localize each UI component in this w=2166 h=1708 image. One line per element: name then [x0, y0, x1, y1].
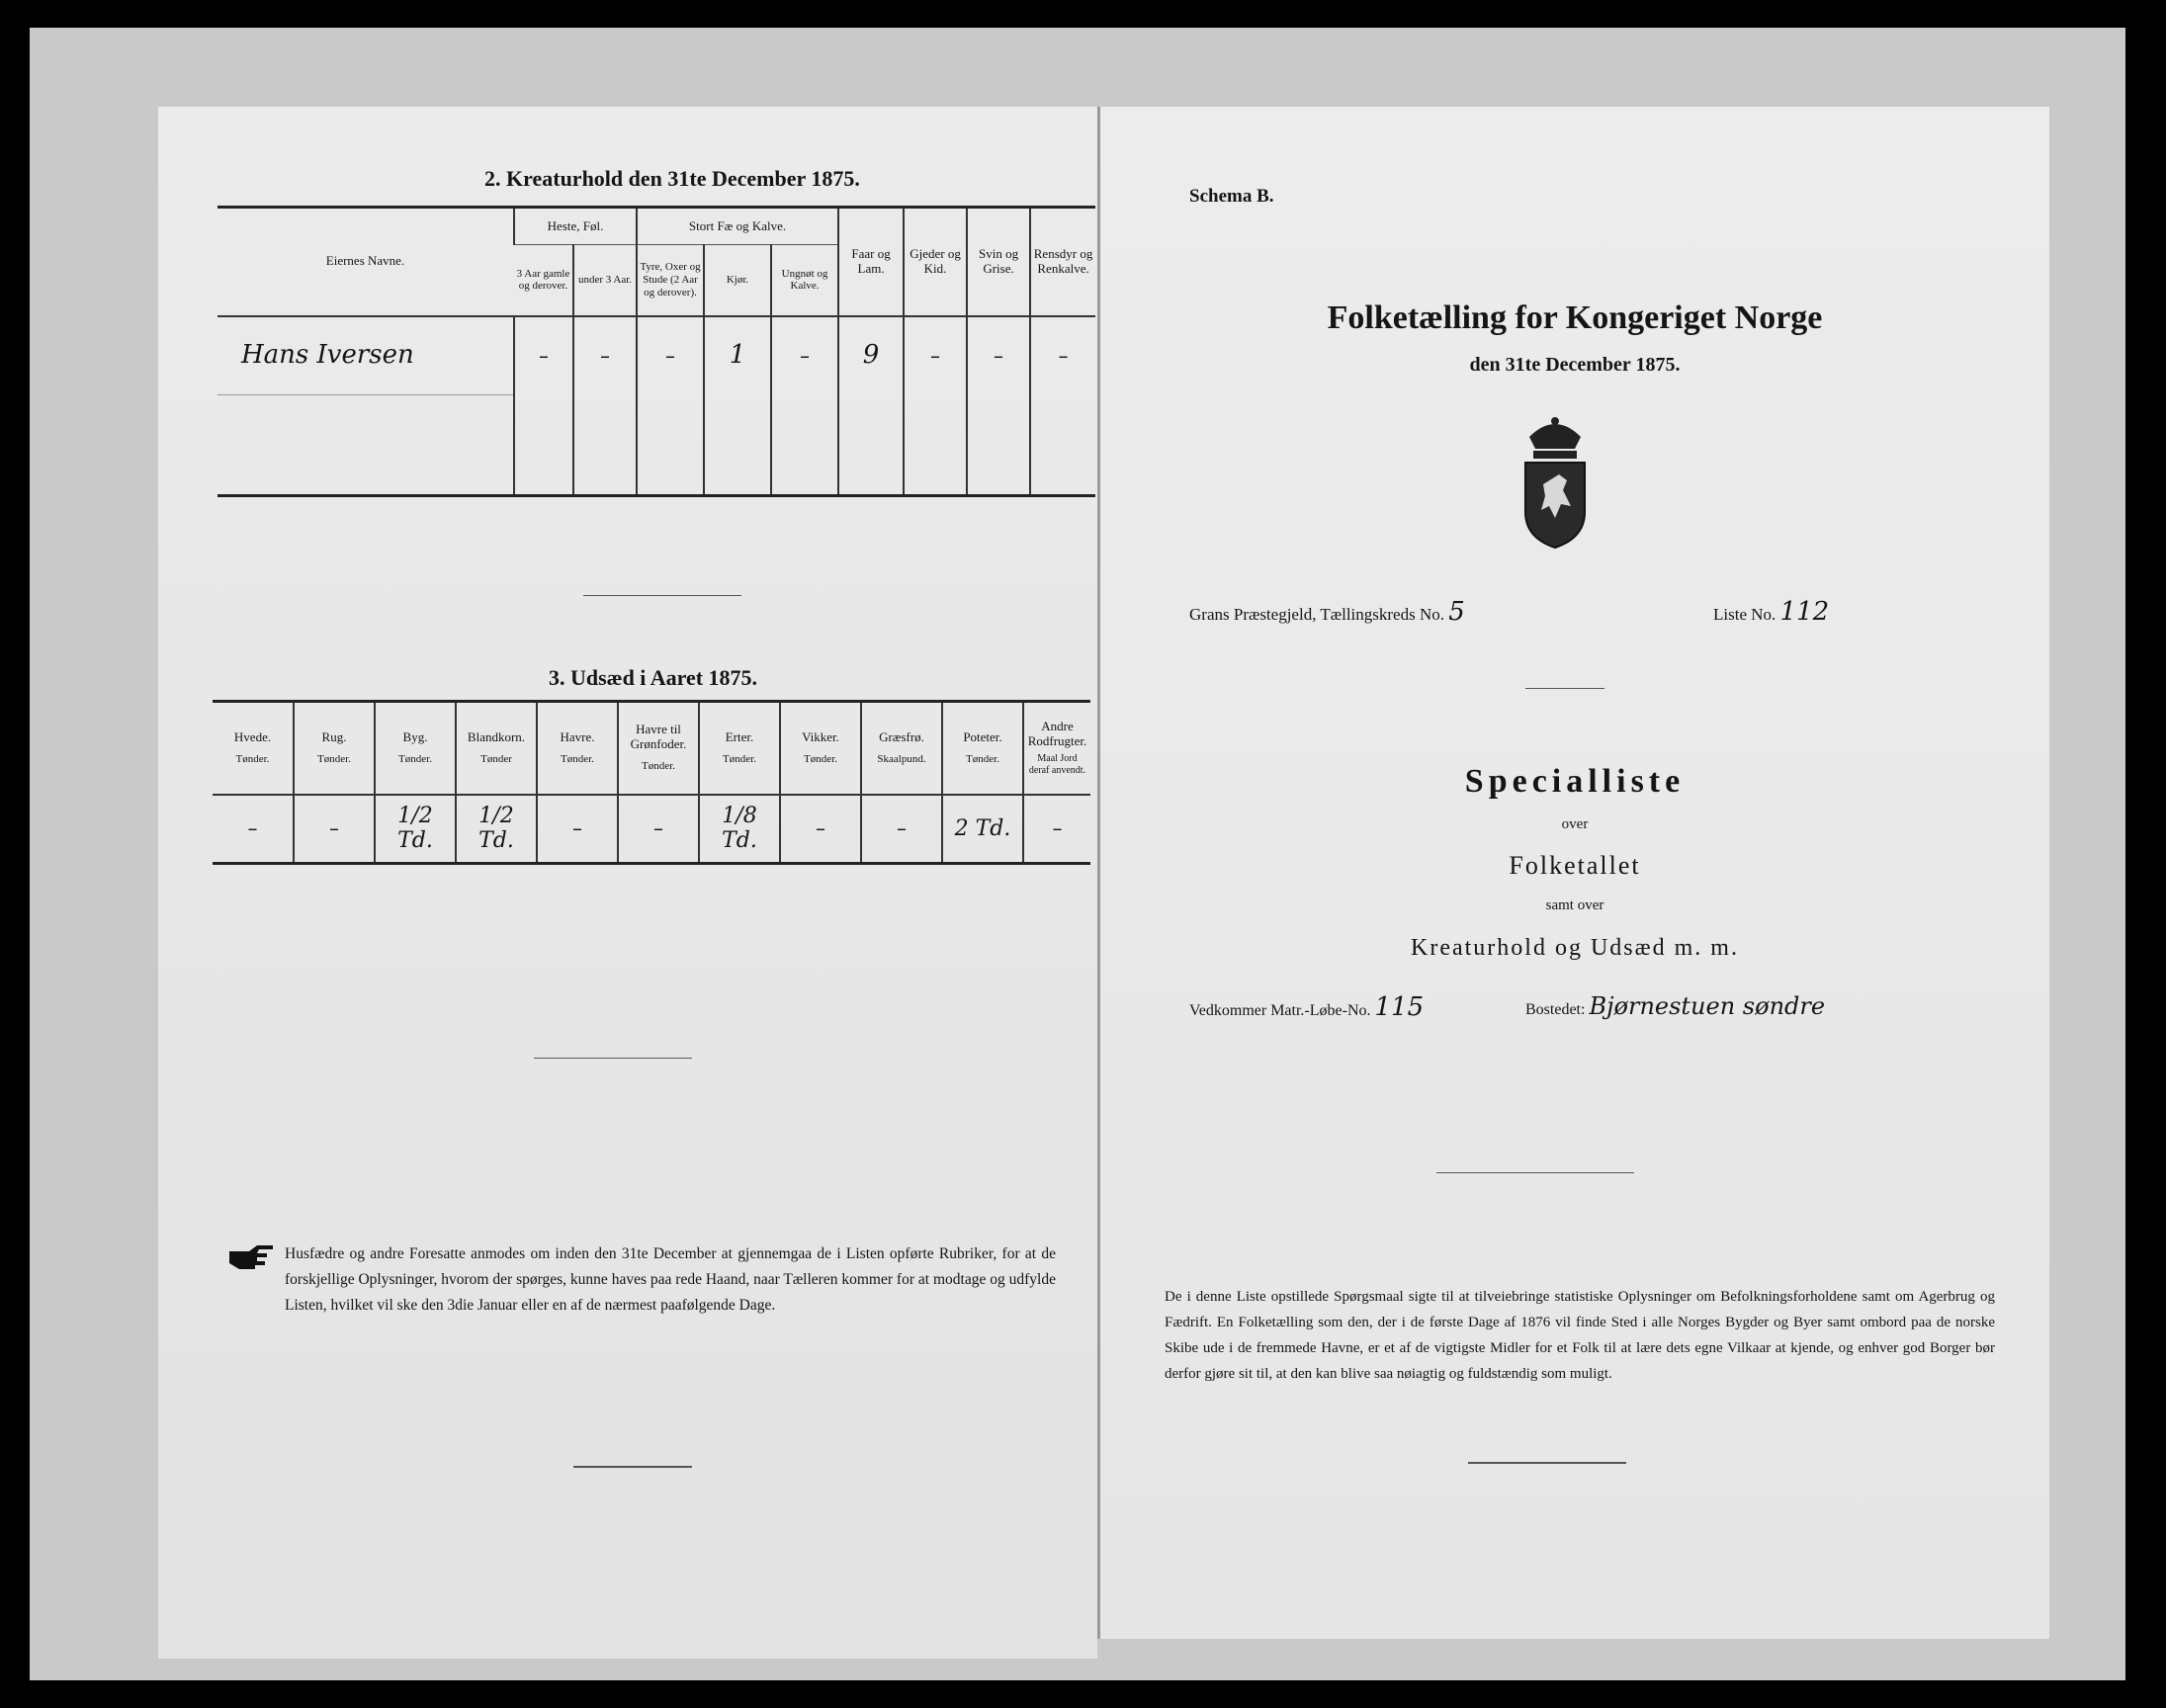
seed-col-2 [375, 702, 456, 795]
seed-value: – [213, 795, 294, 864]
footer-text: De i denne Liste opstillede Spørgsmaal sigte til at tilveiebringe statistiske Oplysninger om Befolkningsforholdene samt om Agerbrug og Fædrift. En Folketælling som den, der i de første Dage af 1876 vil finde Sted i alle Norges Bygder og Byer samt ombord paa de norske Skibe ude i de fremmede Havne, er et af de vigtigste Midler for et Folk til at lære dets egne Vilkaar at kjende, og enhver god Borger bør derfor gjøre sit til, at den kan blive saa nøiagtig og fuldstændig som muligt. [1165, 1289, 1995, 1382]
livestock-table [217, 206, 1095, 497]
table-row [213, 795, 1090, 864]
crop-name: Havre. [560, 728, 595, 744]
storfe-b-cell: 1 [704, 316, 771, 395]
right-page [1097, 107, 2049, 1639]
liste-line [1713, 597, 1829, 627]
section-2-title: 2. Kreaturhold den 31te December 1875. [484, 166, 860, 191]
bosted-line [1525, 992, 1825, 1020]
crop-name: Poteter. [963, 728, 1002, 744]
prestegjeld-label: Præstegjeld, Tællingskreds No. [1233, 605, 1444, 624]
liste-label: Liste No. [1713, 605, 1776, 624]
crop-name: Rug. [321, 728, 347, 744]
seed-col-9 [942, 702, 1023, 795]
seed-col-5 [618, 702, 699, 795]
owner-cell: Hans Iversen [241, 339, 414, 370]
coat-of-arms-icon [1516, 415, 1595, 554]
seed-col-8 [861, 702, 942, 795]
bosted-value: Bjørnestuen søndre [1589, 992, 1826, 1020]
crop-name: Andre Rodfrugter. [1027, 719, 1087, 749]
divider [573, 1466, 692, 1468]
seed-value: – [861, 795, 942, 864]
faar-header: Faar og Lam. [838, 208, 904, 316]
kreaturhold-label: Kreaturhold og Udsæd m. m. [1411, 935, 1739, 961]
seed-col-4 [537, 702, 618, 795]
seed-col-1 [294, 702, 375, 795]
divider [1436, 1172, 1634, 1173]
crop-name: Hvede. [233, 728, 272, 744]
seed-value: 1/8 Td. [699, 795, 780, 864]
heste-b-header: under 3 Aar. [573, 245, 637, 316]
prestegjeld-value: Grans [1189, 605, 1230, 624]
rensdyr-header: Rensdyr og Renkalve. [1030, 208, 1095, 316]
divider [1468, 1462, 1626, 1464]
bosted-label: Bostedet: [1525, 1001, 1586, 1018]
pointing-hand-icon [227, 1243, 275, 1271]
seed-table [213, 700, 1090, 865]
crop-unit: Tønder. [561, 752, 594, 765]
samt-over-label: samt over [1545, 897, 1604, 913]
heste-a-header: 3 Aar gamle og derover. [514, 245, 573, 316]
seed-col-0 [213, 702, 294, 795]
storfe-c-header: Ungnøt og Kalve. [771, 245, 838, 316]
crop-unit: Tønder. [966, 752, 999, 765]
seed-header-row [213, 702, 1090, 795]
crop-name: Byg. [402, 728, 428, 744]
over-label: over [1561, 816, 1589, 832]
crop-unit: Tønder [480, 752, 512, 765]
crop-unit: Tønder. [317, 752, 351, 765]
storfe-b-header: Kjør. [704, 245, 771, 316]
section-3-title: 3. Udsæd i Aaret 1875. [549, 665, 758, 690]
svin-cell: – [967, 316, 1030, 395]
storfe-a-cell: – [637, 316, 704, 395]
heste-header: Heste, Føl. [514, 208, 637, 245]
crop-unit: Tønder. [723, 752, 756, 765]
seed-col-6 [699, 702, 780, 795]
svin-header: Svin og Grise. [967, 208, 1030, 316]
specialliste-title: Specialliste [1464, 763, 1686, 800]
kreds-value: 5 [1448, 597, 1465, 627]
heste-b-cell: – [573, 316, 637, 395]
schema-label: Schema B. [1189, 186, 1274, 207]
matr-value: 115 [1374, 992, 1425, 1022]
crop-name: Græsfrø. [879, 728, 924, 744]
storfe-a-header: Tyre, Oxer og Stude (2 Aar og derover). [637, 245, 704, 316]
seed-value: – [780, 795, 861, 864]
divider [534, 1058, 692, 1059]
crop-unit: Skaalpund. [877, 752, 926, 765]
faar-cell: 9 [838, 316, 904, 395]
matr-line [1189, 992, 1424, 1022]
notice-text: Husfædre og andre Foresatte anmodes om inden den 31te December at gjennemgaa de i Listen opførte Rubriker, for at de forskjellige Oplysninger, hvorom der spørges, kunne haves paa rede Haand, naar Tælleren kommer for at modtage og udfylde Listen, hvilket vil ske den 3die Januar eller en af de nærmest paafølgende Dage. [285, 1245, 1056, 1314]
rensdyr-cell: – [1030, 316, 1095, 395]
seed-col-10 [1023, 702, 1090, 795]
liste-value: 112 [1779, 597, 1830, 627]
crop-name: Havre til Grønfoder. [630, 722, 687, 752]
seed-value: 1/2 Td. [375, 795, 456, 864]
seed-value: – [537, 795, 618, 864]
folketallet-label: Folketallet [1509, 851, 1641, 880]
crop-unit: Tønder. [642, 760, 675, 773]
gjeder-header: Gjeder og Kid. [904, 208, 967, 316]
crop-name: Erter. [725, 728, 754, 744]
table-row [217, 316, 1095, 395]
owner-header: Eiernes Navne. [217, 208, 514, 316]
divider [583, 595, 741, 596]
divider [1525, 688, 1604, 689]
crop-unit: Tønder. [235, 752, 270, 765]
storfe-header: Stort Fæ og Kalve. [637, 208, 838, 245]
heste-a-cell: – [514, 316, 573, 395]
matr-label: Vedkommer Matr.-Løbe-No. [1189, 1002, 1371, 1019]
page-subtitle: den 31te December 1875. [1469, 354, 1681, 376]
crop-unit: Tønder. [398, 752, 432, 765]
crop-unit: Maal Jord deraf anvendt. [1028, 753, 1086, 776]
crop-name: Blandkorn. [467, 728, 526, 744]
seed-col-7 [780, 702, 861, 795]
seed-value: – [294, 795, 375, 864]
storfe-c-cell: – [771, 316, 838, 395]
left-page [158, 107, 1097, 1659]
crop-name: Vikker. [802, 728, 839, 744]
seed-value: 1/2 Td. [456, 795, 537, 864]
page-title: Folketælling for Kongeriget Norge [1327, 299, 1823, 336]
crop-unit: Tønder. [804, 752, 837, 765]
gjeder-cell: – [904, 316, 967, 395]
seed-value: – [1023, 795, 1090, 864]
seed-value: – [618, 795, 699, 864]
seed-col-3 [456, 702, 537, 795]
district-line [1189, 597, 1465, 627]
seed-value: 2 Td. [942, 795, 1023, 864]
